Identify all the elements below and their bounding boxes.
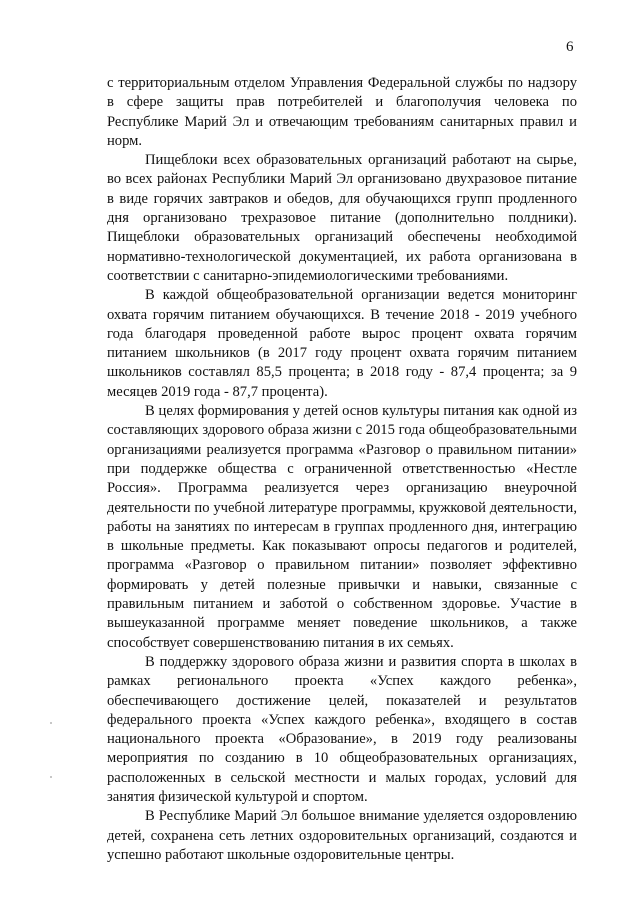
- paragraph-health-improvement: В Республике Марий Эл большое внимание уделяется оздоровлению детей, сохранена сеть летних оздоровительных организаций, создаются и успешно работают школьные оздоровительные центры.: [107, 808, 577, 863]
- scan-speck: [50, 776, 52, 778]
- paragraph-continuation: с территориальным отделом Управления Федеральной службы по надзору в сфере защиты прав потребителей и благополучия человека по Республике Марий Эл и отвечающим требованиям санитарных правил и норм.: [107, 75, 577, 149]
- paragraph-sports-project: В поддержку здорового образа жизни и развития спорта в школах в рамках регионального проекта «Успех каждого ребенка», обеспечивающего достижение целей, показателей и результатов федерального проекта «Успех каждого ребенка», входящего в состав национального проекта «Образование», в 2019 году реализованы мероприятия по созданию в 10 общеобразовательных организациях, расположенных в сельской местности и малых городах, условий для занятия физической культурой и спортом.: [107, 653, 577, 805]
- paragraph-nutrition-program: В целях формирования у детей основ культуры питания как одной из составляющих здорового образа жизни с 2015 года общеобразовательными организациями реализуется программа «Разговор о правильном питании» при поддержке общества с ограниченной ответственностью «Нестле Россия». Программа реализуется через организацию внеурочной деятельности по учебной литературе программы, кружковой деятельности, работы на занятиях по интересам в группах продленного дня, интеграцию в школьные предметы. Как показывают опросы педагогов и родителей, программа «Разговор о правильном питании» позволяет эффективно формировать у детей полезные привычки и навыки, связанные с правильным питанием и заботой о собственном здоровье. Участие в вышеуказанной программе меняет поведение школьников, а также способствует совершенствованию питания в их семьях.: [107, 403, 577, 651]
- paragraph-catering-units: Пищеблоки всех образовательных организаций работают на сырье, во всех районах Республики Марий Эл организовано двухразовое питание в виде горячих завтраков и обедов, для обучающихся групп продленного дня организовано трехразовое питание (дополнительно полдники). Пищеблоки образовательных организаций обеспечены необходимой нормативно-технологической документацией, их работа организована в соответствии с санитарно-эпидемиологическими требованиями.: [107, 152, 577, 284]
- page-number: 6: [566, 39, 574, 55]
- scan-speck: [50, 722, 52, 724]
- document-body: [107, 74, 577, 865]
- paragraph-hot-meals-monitoring: В каждой общеобразовательной организации ведется мониторинг охвата горячим питанием обучающихся. В течение 2018 - 2019 учебного года благодаря проведенной работе вырос процент охвата горячим питанием школьников (в 2017 году процент охвата горячим питанием школьников составлял 85,5 процента; в 2018 году - 87,4 процента; за 9 месяцев 2019 года - 87,7 процента).: [107, 287, 577, 400]
